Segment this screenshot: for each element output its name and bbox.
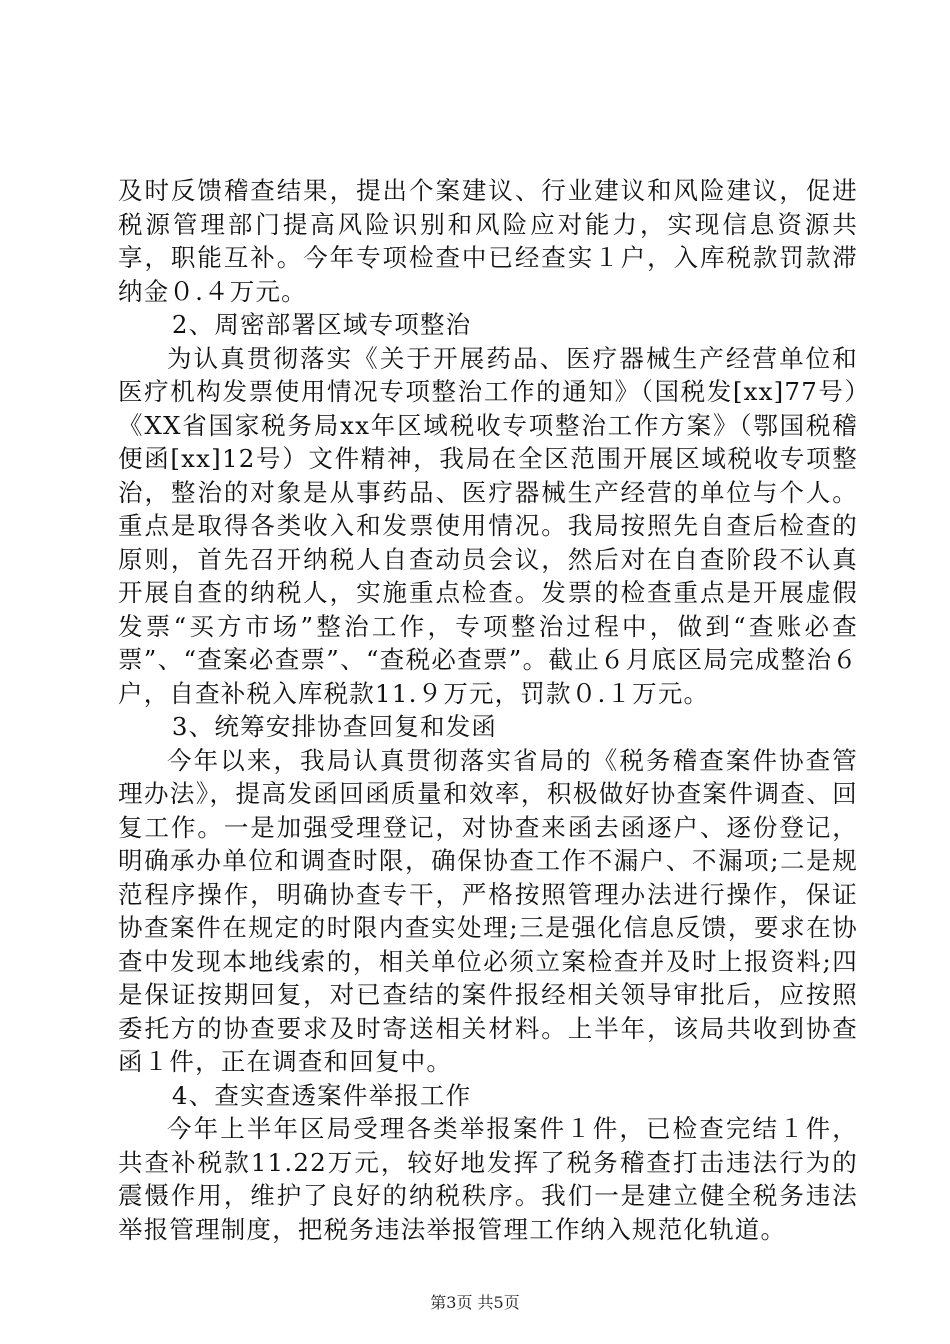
section-heading-2: 2、周密部署区域专项整治 bbox=[171, 310, 472, 339]
paragraph-section-4: 今年上半年区局受理各类举报案件１件，已检查完结１件，共查补税款11.22万元，较好地发挥了税务稽查打击违法行为的震慑作用，维护了良好的纳税秩序。我们一是建立健全税务违法举报管理制度，把税务违法举报管理工作纳入规范化轨道。 bbox=[118, 1114, 858, 1244]
paragraph-intro: 及时反馈稽查结果，提出个案建议、行业建议和风险建议，促进税源管理部门提高风险识别和风险应对能力，实现信息资源共享，职能互补。今年专项检查中已经查实１户，入库税款罚款滞纳金０.４万元。 bbox=[118, 176, 858, 306]
paragraph-section-3: 今年以来，我局认真贯彻落实省局的《税务稽查案件协查管理办法》，提高发函回函质量和效率，积极做好协查案件调查、回复工作。一是加强受理登记，对协查来函去函逐户、逐份登记，明确承办单位和调查时限，确保协查工作不漏户、不漏项;二是规范程序操作，明确协查专干，严格按照管理办法进行操作，保证协查案件在规定的时限内查实处理;三是强化信息反馈，要求在协查中发现本地线索的，相关单位必须立案检查并及时上报资料;四是保证按期回复，对已查结的案件报经相关领导审批后，应按照委托方的协查要求及时寄送相关材料。上半年，该局共收到协查函１件，正在调查和回复中。 bbox=[118, 745, 858, 1076]
page-number-footer: 第3页 共5页 bbox=[430, 1293, 520, 1312]
paragraph-section-2: 为认真贯彻落实《关于开展药品、医疗器械生产经营单位和医疗机构发票使用情况专项整治工作的通知》（国税发[xx]77号）《XX省国家税务局xx年区域税收专项整治工作方案》（鄂国税稽便函[xx]12号）文件精神，我局在全区范围开展区域税收专项整治，整治的对象是从事药品、医疗器械生产经营的单位与个人。重点是取得各类收入和发票使用情况。我局按照先自查后检查的原则，首先召开纳税人自查动员会议，然后对在自查阶段不认真开展自查的纳税人，实施重点检查。发票的检查重点是开展虚假发票“买方市场”整治工作，专项整治过程中，做到“查账必查票”、“查案必查票”、“查税必查票”。截止６月底区局完成整治６户，自查补税入库税款11.９万元，罚款０.１万元。 bbox=[118, 343, 858, 708]
document-body bbox=[118, 174, 858, 1246]
section-heading-4: 4、查实查透案件举报工作 bbox=[171, 1080, 472, 1110]
section-heading-3: 3、统筹安排协查回复和发函 bbox=[171, 712, 498, 741]
